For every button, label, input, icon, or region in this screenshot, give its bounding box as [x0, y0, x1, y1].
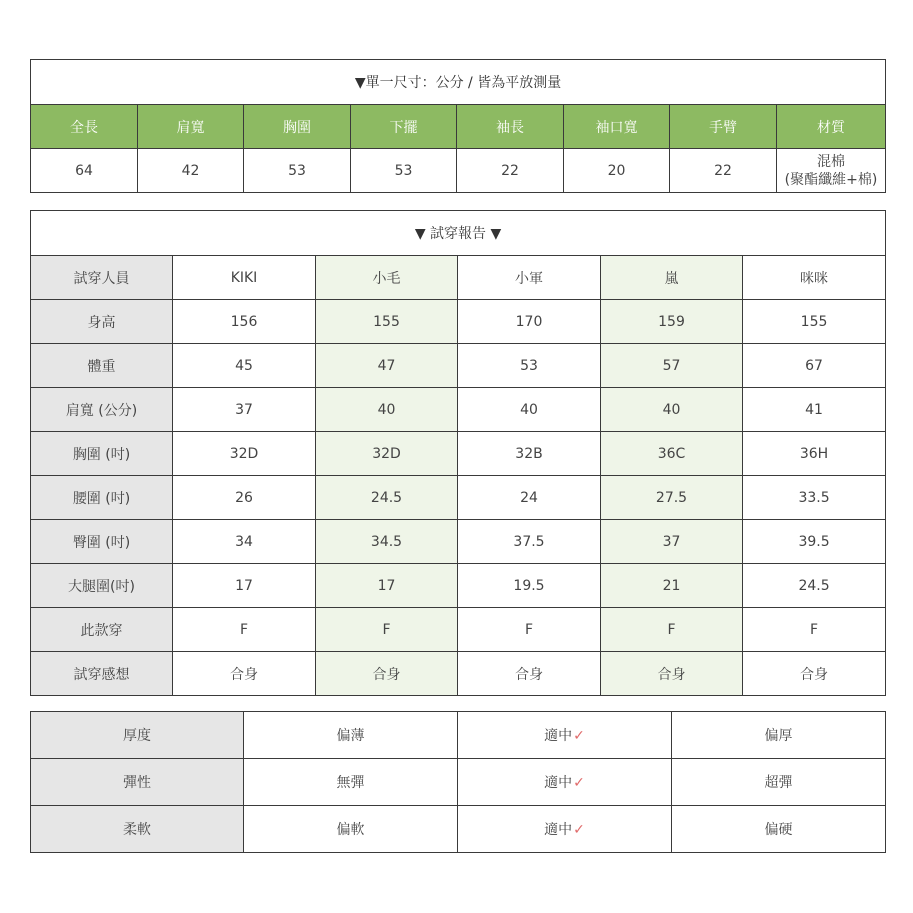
fabric-feel-option-label: 適中 — [544, 822, 573, 838]
fit-report-row — [31, 344, 886, 388]
fit-report-cell: F — [743, 608, 886, 652]
fabric-feel-option — [672, 712, 886, 759]
size-header-cell: 全長 — [31, 105, 138, 149]
size-header-cell: 袖長 — [457, 105, 564, 149]
fabric-feel-row — [31, 712, 886, 759]
fit-report-row-label: 臀圍 (吋) — [31, 520, 173, 564]
fabric-feel-label: 厚度 — [31, 712, 244, 759]
fabric-feel-option — [672, 759, 886, 806]
size-table — [30, 59, 886, 193]
size-header-cell: 下擺 — [351, 105, 457, 149]
fit-report-row-label: 試穿感想 — [31, 652, 173, 696]
fit-report-cell: 156 — [173, 300, 316, 344]
fit-report-cell: 41 — [743, 388, 886, 432]
fabric-feel-table — [30, 711, 886, 853]
fit-report-cell: 咪咪 — [743, 256, 886, 300]
fit-report-cell: F — [316, 608, 458, 652]
fabric-feel-option-label: 偏薄 — [336, 728, 365, 744]
size-table-title: ▼單一尺寸：公分 / 皆為平放測量 — [31, 60, 886, 105]
size-value-cell: 42 — [138, 149, 244, 193]
fit-report-cell: 合身 — [743, 652, 886, 696]
fabric-feel-option-label: 超彈 — [764, 775, 793, 791]
fit-report-cell: 57 — [601, 344, 743, 388]
fit-report-cell: 17 — [316, 564, 458, 608]
fabric-feel-option — [458, 712, 672, 759]
fit-report-cell: 32D — [316, 432, 458, 476]
fit-report-row — [31, 432, 886, 476]
fit-report-row-label: 肩寬 (公分) — [31, 388, 173, 432]
check-mark-icon: ✓ — [573, 775, 585, 791]
fit-report-cell: 33.5 — [743, 476, 886, 520]
size-value-cell: 53 — [351, 149, 457, 193]
fit-report-row — [31, 608, 886, 652]
fit-report-row-label: 腰圍 (吋) — [31, 476, 173, 520]
fit-report-cell: 36H — [743, 432, 886, 476]
fabric-feel-row — [31, 806, 886, 853]
fit-report-cell: 37 — [601, 520, 743, 564]
fit-report-row-label: 體重 — [31, 344, 173, 388]
fit-report-row — [31, 388, 886, 432]
fit-report-row-label: 試穿人員 — [31, 256, 173, 300]
fit-report-cell: 37 — [173, 388, 316, 432]
size-value-cell: 64 — [31, 149, 138, 193]
fit-report-cell: 45 — [173, 344, 316, 388]
fit-report-row — [31, 476, 886, 520]
material-cell — [777, 149, 886, 193]
fit-report-cell: 27.5 — [601, 476, 743, 520]
fit-report-row — [31, 300, 886, 344]
fit-report-cell: F — [173, 608, 316, 652]
fabric-feel-option-label: 無彈 — [336, 775, 365, 791]
fit-report-row — [31, 256, 886, 300]
fabric-feel-option — [244, 712, 458, 759]
size-value-cell: 22 — [670, 149, 777, 193]
fit-report-cell: F — [458, 608, 601, 652]
size-value-cell: 53 — [244, 149, 351, 193]
fit-report-row-label: 身高 — [31, 300, 173, 344]
fit-report-cell: 24.5 — [743, 564, 886, 608]
fit-report-cell: 小毛 — [316, 256, 458, 300]
fit-report-cell: 36C — [601, 432, 743, 476]
fit-report-cell: 67 — [743, 344, 886, 388]
fit-report-cell: 小軍 — [458, 256, 601, 300]
fabric-feel-row — [31, 759, 886, 806]
fit-report-cell: 19.5 — [458, 564, 601, 608]
fit-report-row — [31, 520, 886, 564]
fit-report-cell: 合身 — [316, 652, 458, 696]
fit-report-cell: 合身 — [173, 652, 316, 696]
fabric-feel-option — [244, 806, 458, 853]
size-header-cell: 材質 — [777, 105, 886, 149]
fit-report-cell: 17 — [173, 564, 316, 608]
check-mark-icon: ✓ — [573, 822, 585, 838]
fit-report-table — [30, 210, 886, 696]
fit-report-row — [31, 652, 886, 696]
fit-report-cell: F — [601, 608, 743, 652]
fit-report-cell: 170 — [458, 300, 601, 344]
fit-report-cell: KIKI — [173, 256, 316, 300]
fabric-feel-option-label: 偏軟 — [336, 822, 365, 838]
fit-report-cell: 159 — [601, 300, 743, 344]
fit-report-cell: 40 — [458, 388, 601, 432]
material-line-1: 混棉 — [817, 153, 845, 170]
fit-report-cell: 39.5 — [743, 520, 886, 564]
fit-report-cell: 合身 — [458, 652, 601, 696]
fit-report-cell: 47 — [316, 344, 458, 388]
fit-report-cell: 合身 — [601, 652, 743, 696]
size-header-cell: 手臂 — [670, 105, 777, 149]
fit-report-cell: 嵐 — [601, 256, 743, 300]
fit-report-row — [31, 564, 886, 608]
fabric-feel-option-label: 適中 — [544, 728, 573, 744]
fit-report-row-label: 此款穿 — [31, 608, 173, 652]
fit-report-cell: 34.5 — [316, 520, 458, 564]
size-header-cell: 袖口寬 — [564, 105, 670, 149]
fit-report-row-label: 胸圍 (吋) — [31, 432, 173, 476]
fabric-feel-label: 柔軟 — [31, 806, 244, 853]
fit-report-cell: 155 — [743, 300, 886, 344]
material-line-2: (聚酯纖維+棉) — [784, 171, 878, 188]
fit-report-cell: 26 — [173, 476, 316, 520]
fit-report-cell: 37.5 — [458, 520, 601, 564]
fit-report-cell: 21 — [601, 564, 743, 608]
fit-report-title: ▼ 試穿報告 ▼ — [31, 211, 886, 256]
fit-report-cell: 24.5 — [316, 476, 458, 520]
fit-report-cell: 40 — [316, 388, 458, 432]
size-header-cell: 胸圍 — [244, 105, 351, 149]
fabric-feel-option — [672, 806, 886, 853]
fabric-feel-option-label: 適中 — [544, 775, 573, 791]
fabric-feel-option-label: 偏硬 — [764, 822, 793, 838]
check-mark-icon: ✓ — [573, 728, 585, 744]
size-header-cell: 肩寬 — [138, 105, 244, 149]
fit-report-cell: 24 — [458, 476, 601, 520]
size-value-cell: 20 — [564, 149, 670, 193]
fabric-feel-label: 彈性 — [31, 759, 244, 806]
fabric-feel-option — [244, 759, 458, 806]
fit-report-cell: 32D — [173, 432, 316, 476]
fabric-feel-option — [458, 806, 672, 853]
fit-report-cell: 53 — [458, 344, 601, 388]
fit-report-cell: 34 — [173, 520, 316, 564]
fit-report-cell: 40 — [601, 388, 743, 432]
fit-report-cell: 155 — [316, 300, 458, 344]
size-value-cell: 22 — [457, 149, 564, 193]
fit-report-cell: 32B — [458, 432, 601, 476]
fabric-feel-option-label: 偏厚 — [764, 728, 793, 744]
fit-report-row-label: 大腿圍(吋) — [31, 564, 173, 608]
fabric-feel-option — [458, 759, 672, 806]
